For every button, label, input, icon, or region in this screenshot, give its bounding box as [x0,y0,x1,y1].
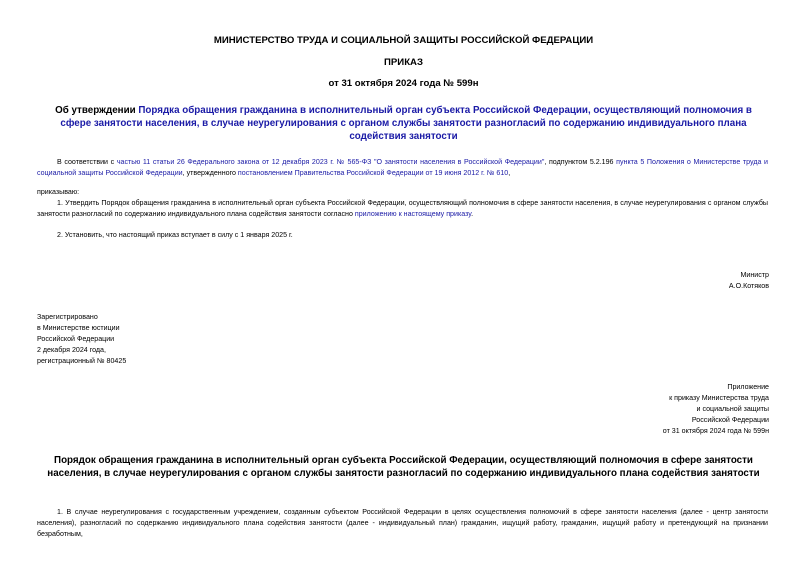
appendix-block [663,382,769,437]
item-1-end: . [471,210,474,218]
registration-line-4: 2 декабря 2024 года, [37,346,106,354]
appendix-line-5: от 31 октября 2024 года № 599н [662,427,769,435]
order-item-1-paragraph: 1. В случае неурегулирования с государственным учреждением, созданным субъектом Российской Федерации в целях осуществления полномочий в сфере занятости населения (далее - центр занятости населения), разногласий по содержанию индивидуального плана содействия занятости (далее - индивидуальный план) гражданин, ищущий работу, гражданин, ищущий работу и претендующий на признании безработным, [37,508,768,538]
registration-line-2: в Министерстве юстиции [37,324,120,332]
doc-date-heading: от 31 октября 2024 года № 599н [328,78,479,89]
signature-name: А.О.Котяков [728,282,769,290]
item-1-paragraph [37,198,768,220]
prikazyvayu-text: приказываю: [37,188,80,196]
registration-line-3: Российской Федерации [37,335,115,343]
registration-block [37,312,126,367]
preamble-decree-link[interactable]: постановлением Правительства Российской Федерации от 19 июня 2012 г. № 610 [237,169,509,177]
signature-position: Министр [740,271,769,279]
title-prefix: Об утверждении [55,105,139,116]
signature-block [729,270,769,292]
doc-type-heading: ПРИКАЗ [384,57,423,68]
preamble-text-4: , [508,169,511,177]
preamble-text-1: В соответствии с [57,158,117,166]
registration-line-5: регистрационный № 80425 [37,357,127,365]
appendix-link[interactable]: приложению к настоящему приказу [354,210,472,218]
appendix-line-2: к приказу Министерства труда [669,394,769,402]
appendix-line-4: Российской Федерации [691,416,769,424]
title-order-link[interactable]: Порядка обращения гражданина в исполнительный орган субъекта Российской Федерации, осуществляющий полномочия в сфере занятости населения, в случае неурегулирования с органом службы занятости разногласий по содержанию индивидуального плана содействия занятости [60,105,752,142]
preamble-text-2: , подпунктом 5.2.196 [544,158,617,166]
document-title [40,104,767,143]
preamble-regulation-link[interactable]: пункта 5 Положения о Министерстве труда и социальной защиты Российской Федерации [37,158,769,177]
preamble-paragraph [37,157,768,179]
preamble-law-link[interactable]: частью 11 статьи 26 Федерального закона от 12 декабря 2023 г. № 565-ФЗ "О занятости населения в Российской Федерации" [116,158,545,166]
preamble-text-3: , утвержденного [182,169,238,177]
item-2-paragraph: 2. Установить, что настоящий приказ вступает в силу с 1 января 2025 г. [57,231,293,239]
item-1-text: 1. Утвердить Порядок обращения гражданина в исполнительный орган субъекта Российской Федерации, осуществляющий полномочия в сфере занятости населения, в случае неурегулирования с органом службы занятости разногласий по содержанию индивидуального плана содействия занятости согласно [37,199,768,218]
ministry-heading: МИНИСТЕРСТВО ТРУДА И СОЦИАЛЬНОЙ ЗАЩИТЫ РОССИЙСКОЙ ФЕДЕРАЦИИ [213,35,594,46]
order-title: Порядок обращения гражданина в исполнительный орган субъекта Российской Федерации, осуществляющий полномочия в сфере занятости населения, в случае неурегулирования с органом службы занятости разногласий по содержанию индивидуального плана содействия занятости [47,455,760,479]
appendix-line-3: и социальной защиты [696,405,769,413]
registration-line-1: Зарегистрировано [37,313,98,321]
appendix-line-1: Приложение [727,383,769,391]
